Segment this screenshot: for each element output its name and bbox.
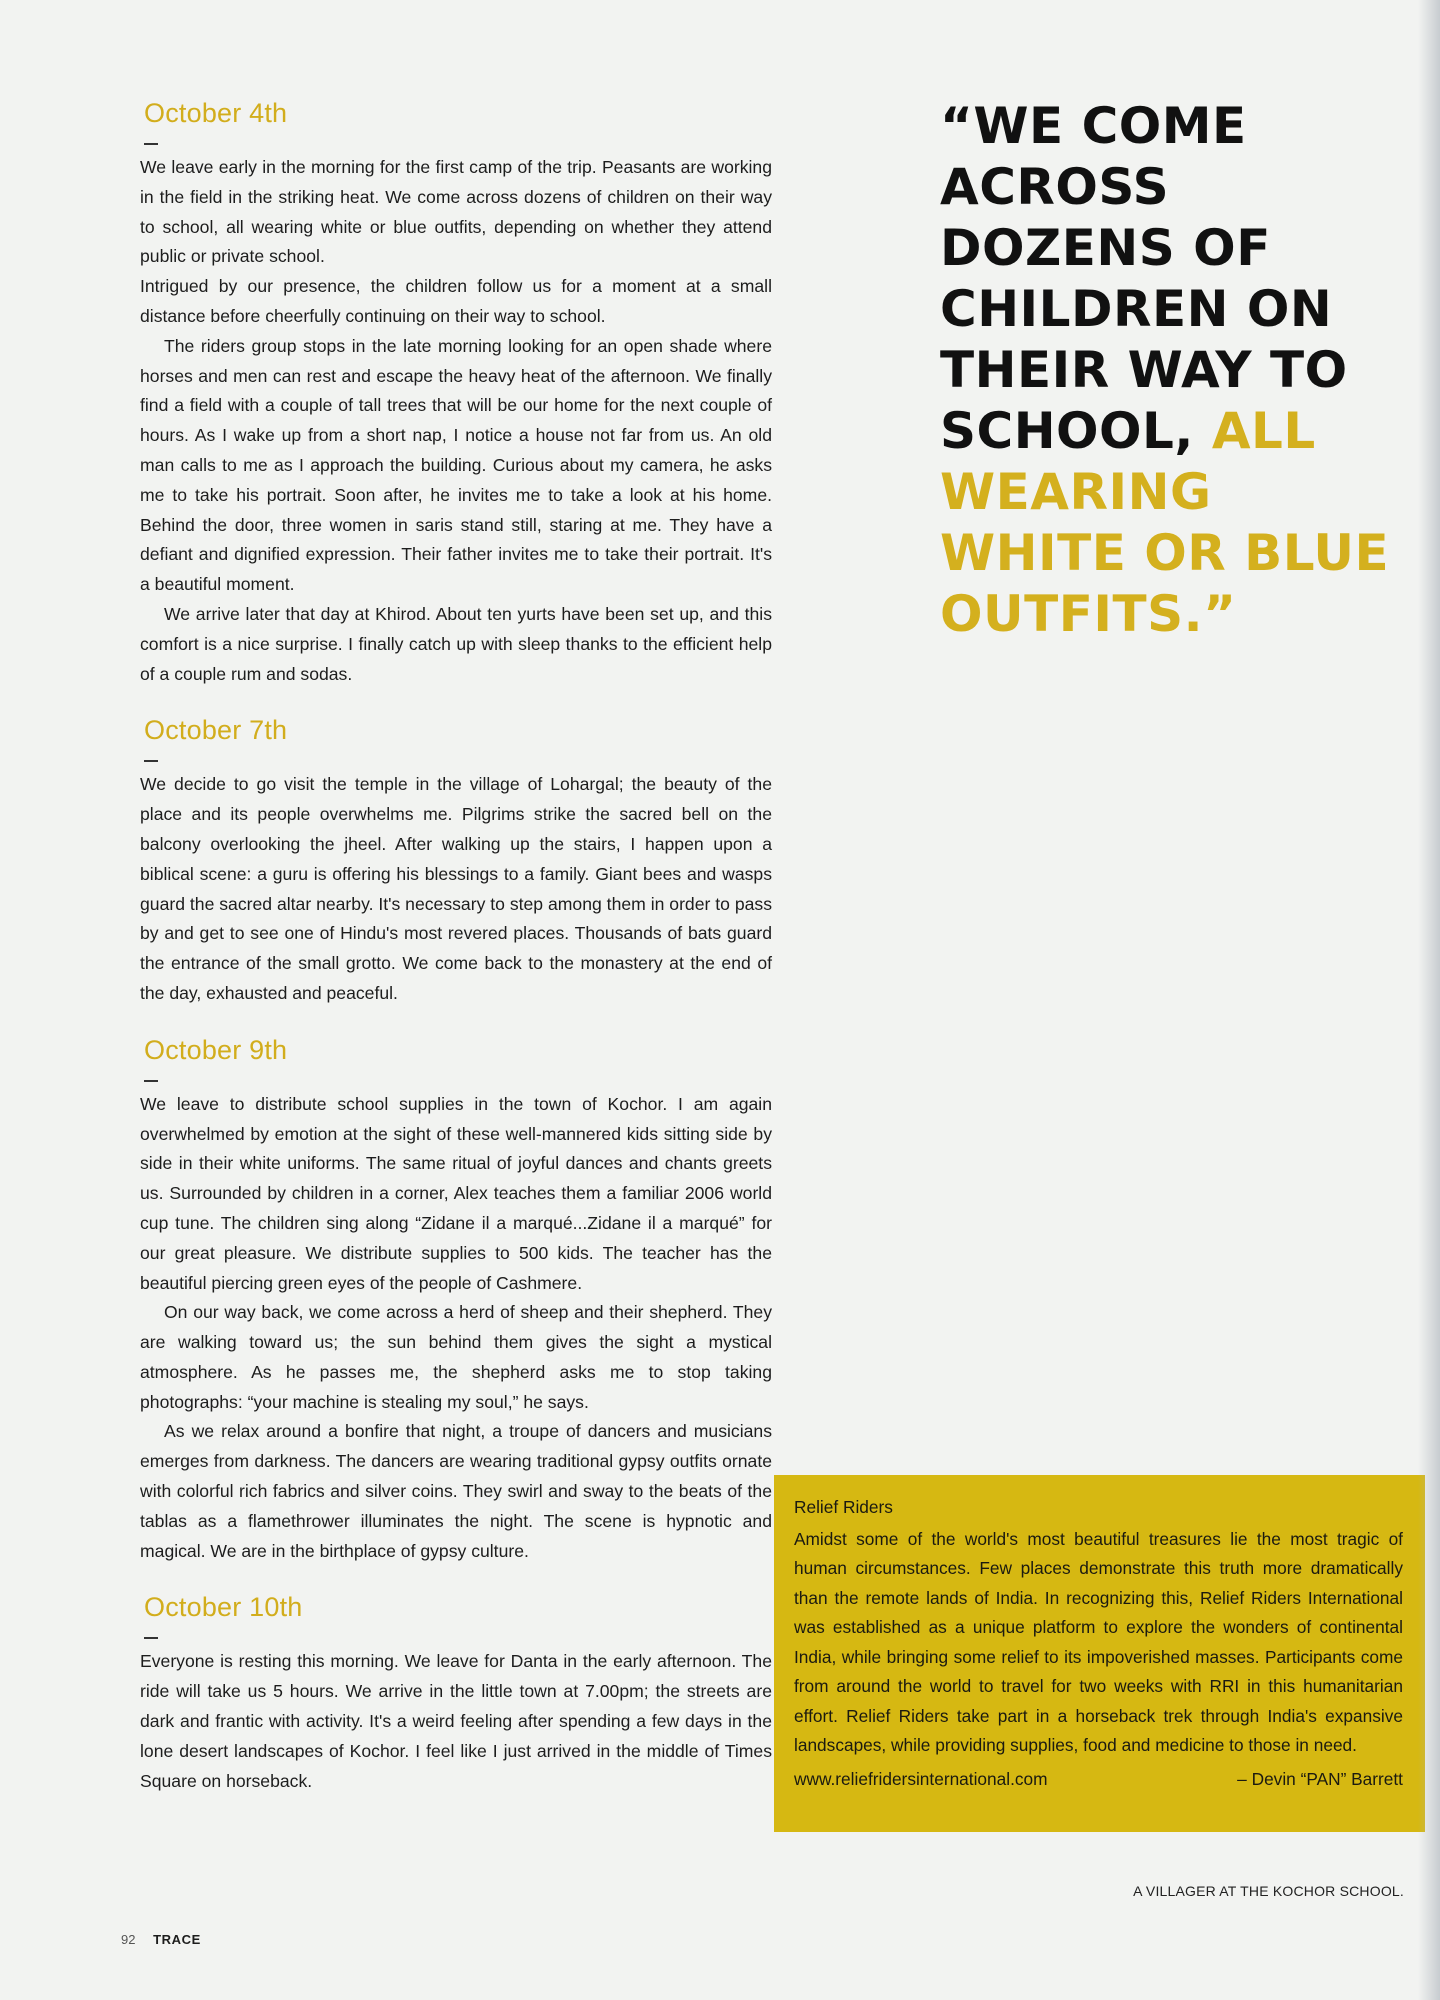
diary-entry-oct-10 [140,1592,772,1796]
paragraph: The riders group stops in the late morning looking for an open shade where horses and men can rest and escape the heavy heat of the afternoon. We finally find a field with a couple of tall trees that will be our home for the next couple of hours. As I wake up from a short nap, I notice a house not far from us. An old man calls to me as I approach the building. Curious about my camera, he asks me to take his portrait. Soon after, he invites me to take a look at his home. Behind the door, three women in saris stand still, staring at me. They have a defiant and dignified expression. Their father invites me to take their portrait. It's a beautiful moment. [140,335,772,595]
pull-quote-text: “WE COME ACROSS DOZENS OF CHILDREN ON THEIR WAY TO SCHOOL, [940,97,1348,460]
entry-date: October 4th [144,98,288,128]
paragraph: We leave to distribute school supplies in the town of Kochor. I am again overwhelmed by emotion at the sight of these well-mannered kids sitting side by side in their white uniforms. The same ritual of joyful dances and chants greets us. Surrounded by children in a corner, Alex teaches them a familiar 2006 world cup tune. The children sing along “Zidane il a marqué...Zidane il a marqué” for our great pleasure. We distribute supplies to 500 kids. The teacher has the beautiful piercing green eyes of the people of Cashmere. [140,1093,772,1293]
paragraph: We leave early in the morning for the first camp of the trip. Peasants are working in the field in the striking heat. We come across dozens of children on their way to school, all wearing white or blue outfits, depending on whether they attend public or private school. [140,157,772,267]
relief-riders-sidebar [774,1475,1425,1832]
sidebar-body: Amidst some of the world's most beautiful treasures lie the most tragic of human circumstances. Few places demonstrate this truth more dramatically than the remote lands of India. In recognizing this, Relief Riders International was established as a unique platform to explore the wonders of continental India, while bringing some relief to its impoverished masses. Participants come from around the world to travel for two weeks with RRI in this humanitarian effort. Relief Riders take part in a horseback trek through India's expansive landscapes, while providing supplies, food and medicine to those in need. [794,1528,1403,1755]
pull-quote [940,96,1410,645]
dash-divider [144,760,158,762]
paragraph: On our way back, we come across a herd of sheep and their shepherd. They are walking toward us; the sun behind them gives the sight a mystical atmosphere. As he passes me, the shepherd asks me to stop taking photographs: “your machine is stealing my soul,” he says. [140,1302,772,1412]
dash-divider [144,143,158,145]
dash-divider [144,1637,158,1639]
photo-caption: A VILLAGER AT THE KOCHOR SCHOOL. [1133,1883,1404,1899]
paragraph: We decide to go visit the temple in the village of Lohargal; the beauty of the place and its people overwhelms me. Pilgrims strike the sacred bell on the balcony overlooking the jheel. After walking up the stairs, I happen upon a biblical scene: a guru is offering his blessings to a family. Giant bees and wasps guard the sacred altar nearby. It's necessary to step among them in order to pass by and get to see one of Hindu's most revered places. Thousands of bats guard the entrance of the small grotto. We come back to the monastery at the end of the day, exhausted and peaceful. [140,774,772,1003]
diary-entry-oct-7 [140,715,772,1008]
paragraph: We arrive later that day at Khirod. About ten yurts have been set up, and this comfort is a nice surprise. I finally catch up with sleep thanks to the efficient help of a couple rum and sodas. [140,603,772,684]
sidebar-url: www.reliefridersinternational.com [794,1768,1048,1789]
paragraph: Everyone is resting this morning. We leave for Danta in the early afternoon. The ride will take us 5 hours. We arrive in the little town at 7.00pm; the streets are dark and frantic with activity. It's a weird feeling after spending a few days in the lone desert landscapes of Kochor. I feel like I just arrived in the middle of Times Square on horseback. [140,1651,772,1791]
dash-divider [144,1080,158,1082]
sidebar-author: – Devin “PAN” Barrett [1237,1768,1403,1789]
pull-quote-highlight: ALL WEARING WHITE OR BLUE OUTFITS.” [940,402,1390,643]
sidebar-title: Relief Riders [794,1497,893,1517]
diary-entry-oct-4 [140,98,772,689]
page-footer [121,1932,201,1947]
page-number: 92 [121,1932,136,1947]
diary-entry-oct-9 [140,1035,772,1567]
page-binding-shadow [1418,0,1440,2000]
entry-date: October 7th [144,715,288,746]
magazine-name: TRACE [153,1932,201,1947]
paragraph: Intrigued by our presence, the children follow us for a moment at a small distance before cheerfully continuing on their way to school. [140,276,772,326]
entry-date: October 10th [144,1592,303,1623]
entry-date: October 9th [144,1034,288,1065]
paragraph: As we relax around a bonfire that night, a troupe of dancers and musicians emerges from darkness. The dancers are wearing traditional gypsy outfits ornate with colorful rich fabrics and silver coins. They swirl and sway to the beats of the tablas as a flamethrower illuminates the night. The scene is hypnotic and magical. We are in the birthplace of gypsy culture. [140,1421,772,1561]
article-column [140,98,772,1822]
